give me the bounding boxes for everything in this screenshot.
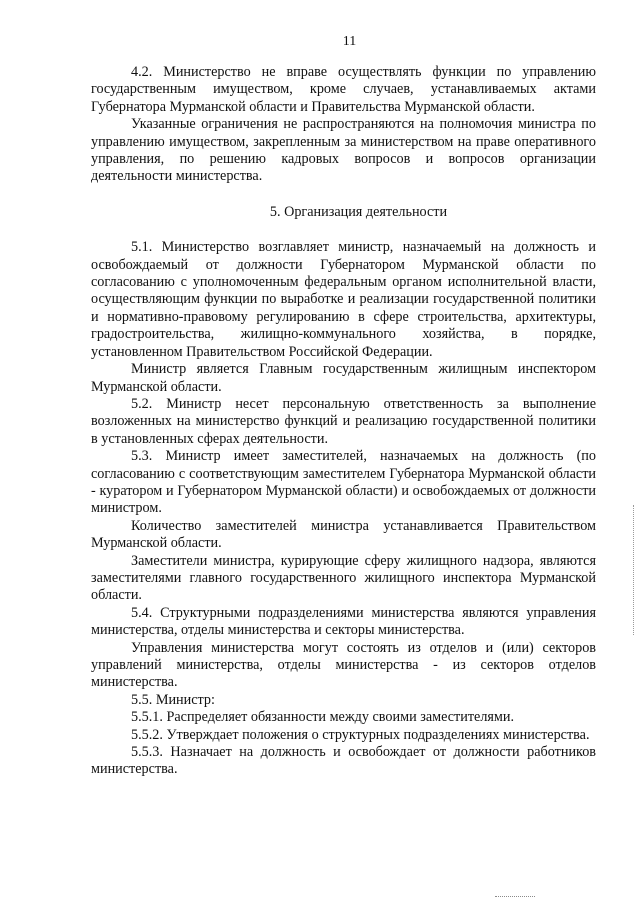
paragraph-5-1: 5.1. Министерство возглавляет министр, назначаемый на должность и освобождаемый от должности Губернатором Мурманской области по согласованию с уполномоченным федеральным органом исполнительной власти, осуществляющим функции по выработке и реализации государственной политики и нормативно-правовому регулированию в сфере строительства, архитектуры, градостроительства, жилищно-коммунального хозяйства, в порядке, установленном Правительством Российской Федерации. — [91, 239, 596, 360]
paragraph-5-3: 5.3. Министр имеет заместителей, назначаемых на должность (по согласованию с соответствующим заместителем Губернатора Мурманской области - куратором и Губернатором Мурманской области) и освобождаемых от должности министром. — [91, 448, 596, 517]
paragraph-deputies-housing: Заместители министра, курирующие сферу жилищного надзора, являются заместителями главного государственного жилищного инспектора Мурманской области. — [91, 552, 596, 604]
paragraph-departments: Управления министерства могут состоять из отделов и (или) секторов управлений министерства, отделы министерства - из секторов отделов министерства. — [91, 639, 596, 691]
paragraph-5-5: 5.5. Министр: — [131, 691, 215, 708]
paragraph-restrictions: Указанные ограничения не распространяются на полномочия министра по управлению имуществом, закрепленным за министерством на праве оперативного управления, по решению кадровых вопросов и вопросов организации деятельности министерства. — [91, 116, 596, 185]
section-heading: 5. Организация деятельности — [269, 203, 448, 220]
paragraph-5-5-1: 5.5.1. Распределяет обязанности между своими заместителями. — [131, 709, 515, 726]
scan-bottom-mark — [495, 896, 535, 899]
page-number: 11 — [342, 34, 357, 49]
paragraph-chief-inspector: Министр является Главным государственным жилищным инспектором Мурманской области. — [91, 361, 596, 395]
scan-edge-mark — [630, 505, 634, 635]
paragraph-5-4: 5.4. Структурными подразделениями министерства являются управления министерства, отделы министерства и секторы министерства. — [91, 604, 596, 639]
paragraph-5-5-2: 5.5.2. Утверждает положения о структурных подразделениях министерства. — [131, 726, 590, 743]
paragraph-deputies-count: Количество заместителей министра устанавливается Правительством Мурманской области. — [91, 517, 596, 552]
paragraph-5-2: 5.2. Министр несет персональную ответственность за выполнение возложенных на министерство функций и реализацию государственной политики в установленных сферах деятельности. — [91, 395, 596, 447]
paragraph-5-5-3: 5.5.3. Назначает на должность и освобождает от должности работников министерства. — [91, 744, 596, 778]
paragraph-4-2: 4.2. Министерство не вправе осуществлять функции по управлению государственным имуществом, кроме случаев, устанавливаемых актами Губернатора Мурманской области и Правительства Мурманской области. — [91, 64, 596, 115]
